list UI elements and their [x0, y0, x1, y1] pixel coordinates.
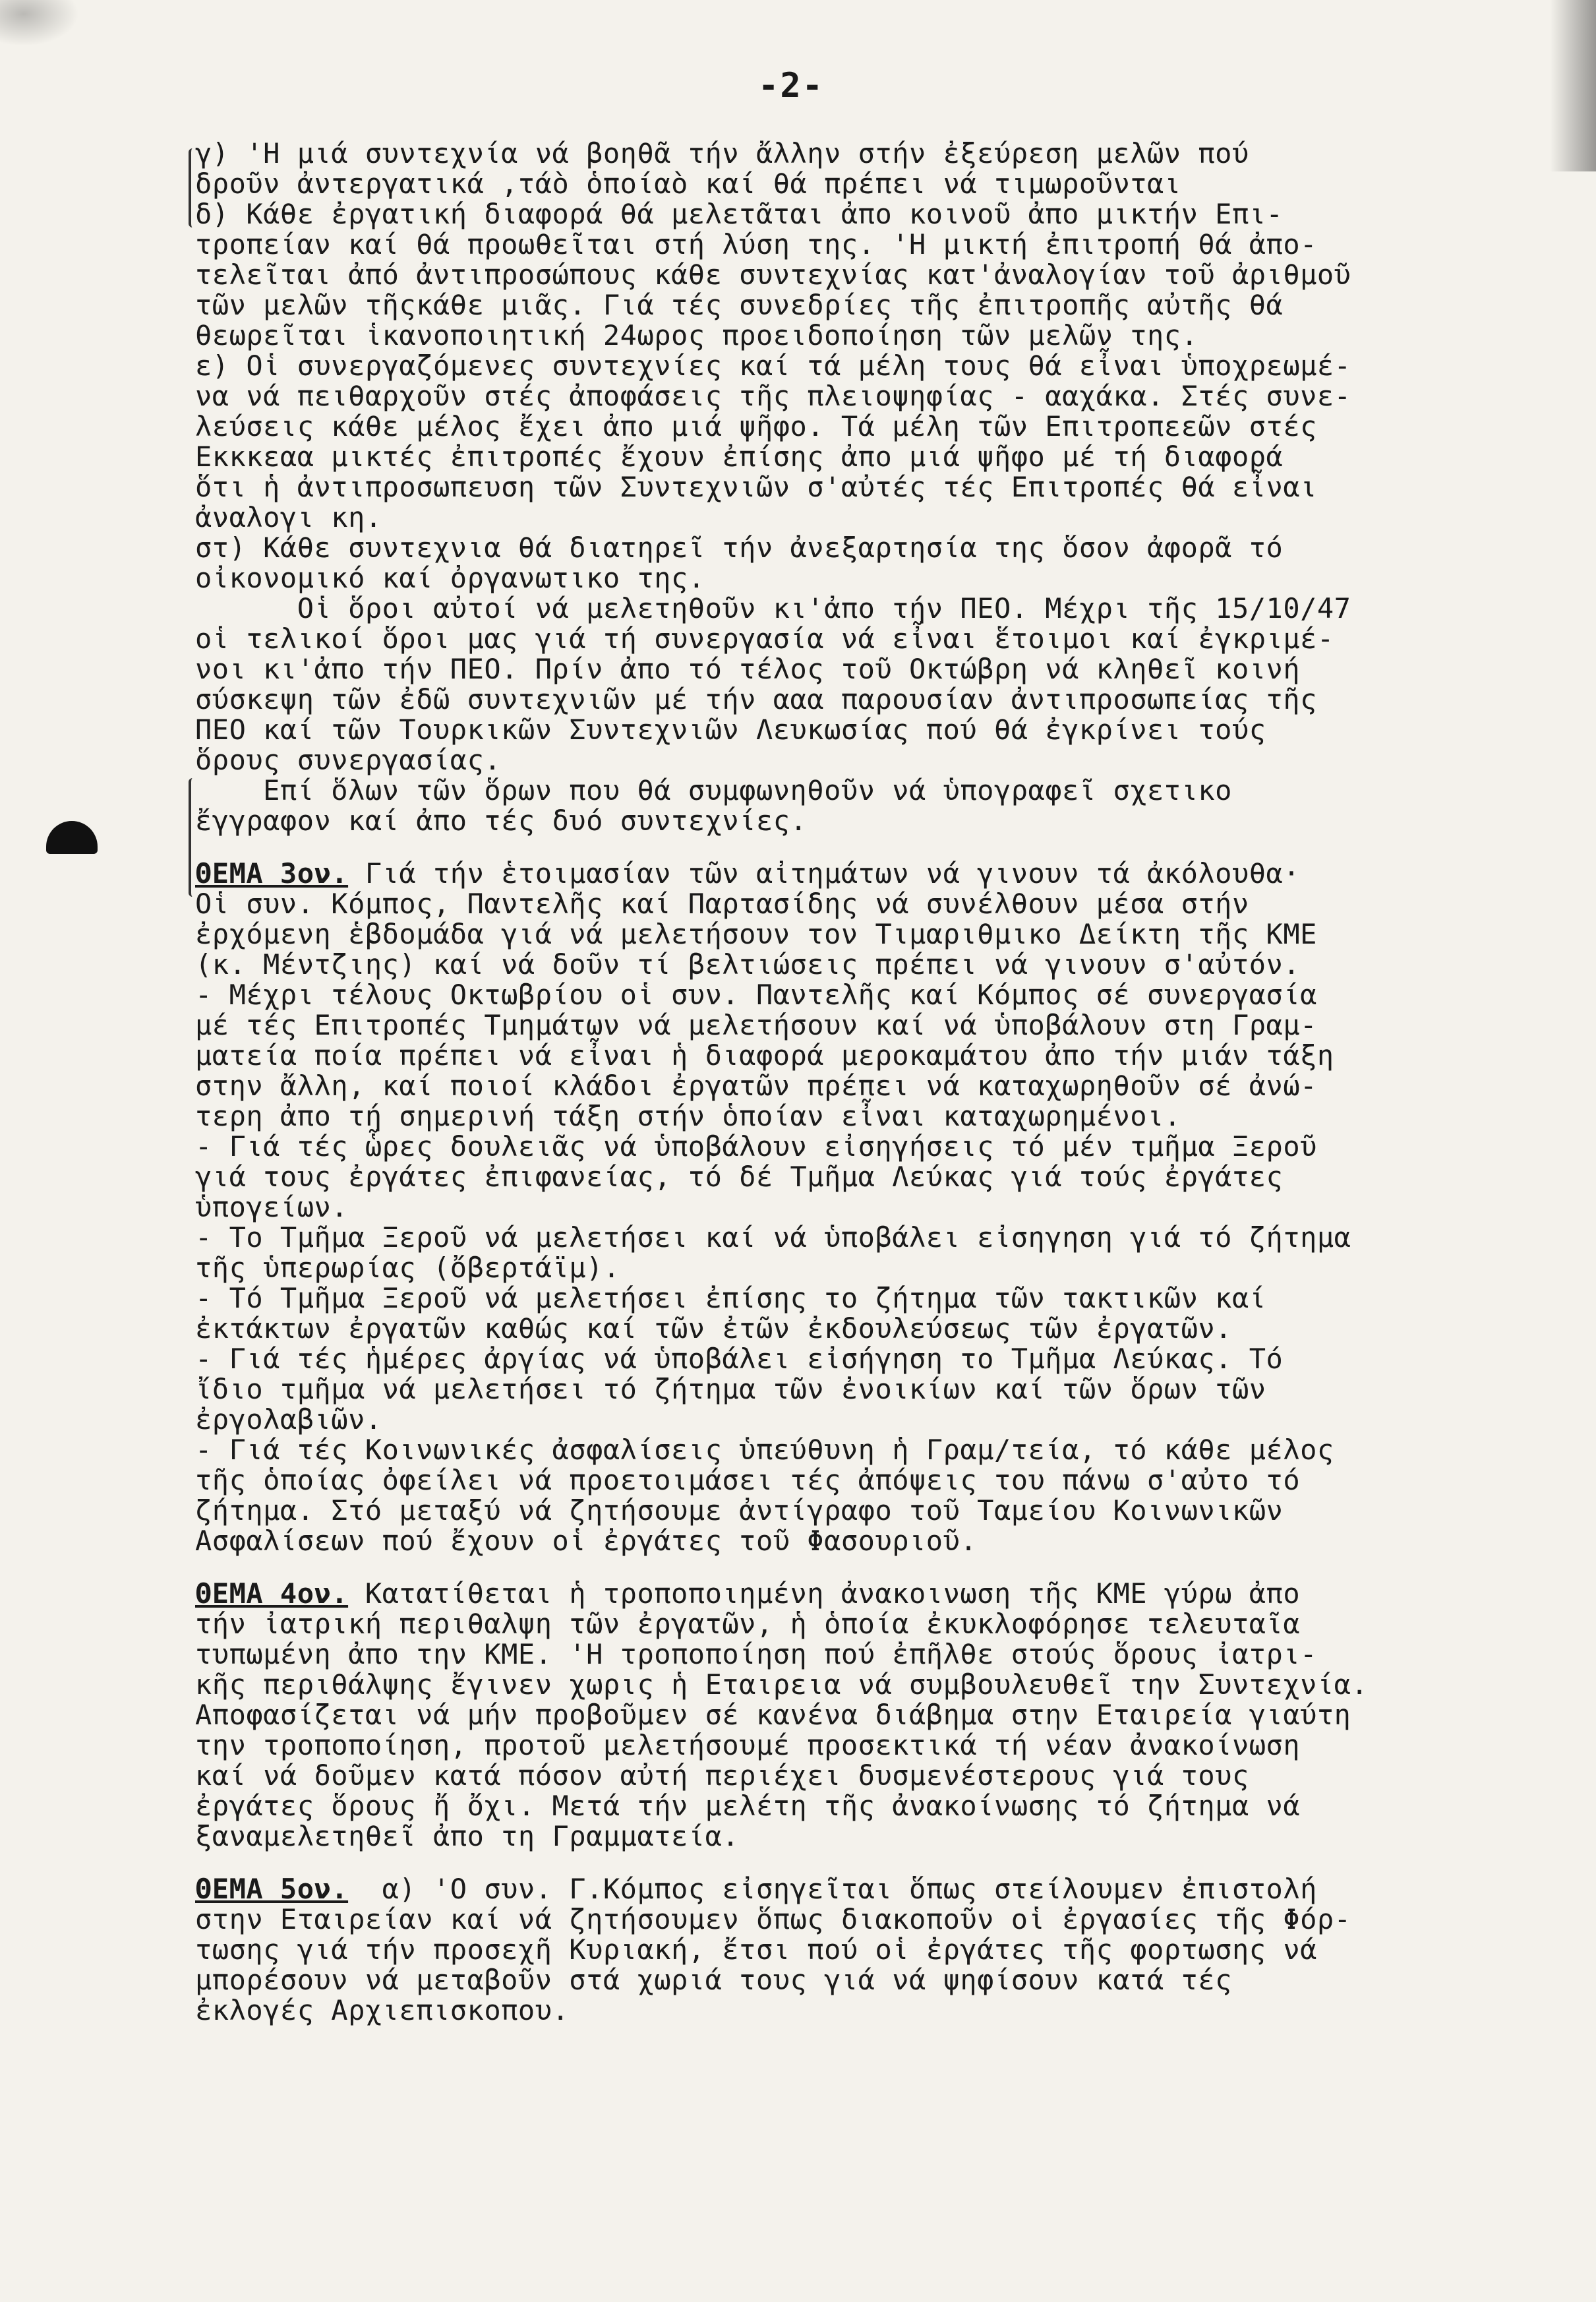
section-first-text: Κατατίθεται ἡ τροποποιημένη ἀνακοινωση τῆς ΚΜΕ γύρω ἀπο	[348, 1577, 1301, 1610]
text-line: ἀναλογι κη.	[195, 501, 382, 533]
text-line: στην Εταιρείαν καί νά ζητήσουμεν ὅπως διακοποῦν οἱ ἐργασίες τῆς Φόρ-	[195, 1903, 1351, 1935]
scan-stain	[0, 0, 79, 46]
text-line: τῆς ὁποίας ὀφείλει νά προετοιμάσει τές ἀπόψεις του πάνω σ'αὐτο τό	[195, 1464, 1301, 1496]
text-line: ἴδιο τμῆμα νά μελετήσει τό ζήτημα τῶν ἐνοικίων καί τῶν ὅρων τῶν	[195, 1373, 1266, 1405]
page-number: -2-	[758, 66, 824, 106]
section-first-text: Γιά τήν ἑτοιμασίαν τῶν αἰτημάτων νά γινουν τά ἀκόλουθα·	[348, 857, 1301, 890]
text-line: τροπείαν καί θά προωθεῖται στή λύση της. 'Η μικτή ἐπιτροπή θά ἀπο-	[195, 228, 1317, 260]
text-line: - Γιά τές Κοινωνικές ἀσφαλίσεις ὑπεύθυνη ἡ Γραμ/τεία, τό κάθε μέλος	[195, 1434, 1334, 1466]
text-line: σύσκεψη τῶν ἐδῶ συντεχνιῶν μέ τήν ααα παρουσίαν ἀντιπροσωπείας τῆς	[195, 683, 1317, 715]
punch-hole-mark	[46, 821, 98, 854]
text-line: τήν ἰατρική περιθαλψη τῶν ἐργατῶν, ἡ ὁποία ἐκυκλοφόρησε τελευταῖα	[195, 1608, 1301, 1640]
text-line: ξαναμελετηθεῖ ἀπο τη Γραμματεία.	[195, 1820, 740, 1852]
text-line: - Τό Τμῆμα Ξεροῦ νά μελετήσει ἐπίσης το ζήτημα τῶν τακτικῶν καί	[195, 1282, 1266, 1314]
text-line: ζήτημα. Στό μεταξύ νά ζητήσουμε ἀντίγραφο τοῦ Ταμείου Κοινωνικῶν	[195, 1494, 1284, 1527]
text-line: οἰκονομικό καί ὀργανωτικο της.	[195, 562, 705, 594]
text-line: τῶν μελῶν τῆςκάθε μιᾶς. Γιά τές συνεδρίες τῆς ἐπιτροπῆς αὐτῆς θά	[195, 289, 1284, 321]
text-line: μπορέσουν νά μεταβοῦν στά χωριά τους γιά νά ψηφίσουν κατά τές	[195, 1964, 1232, 1996]
text-line: ΠΕΟ καί τῶν Τουρκικῶν Συντεχνιῶν Λευκωσίας πού θά ἐγκρίνει τούς	[195, 713, 1266, 746]
text-line: Οἱ ὅροι αὐτοί νά μελετηθοῦν κι'ἀπο τήν ΠΕΟ. Μέχρι τῆς 15/10/47	[195, 592, 1351, 624]
text-line: ἐργάτες ὅρους ἤ ὄχι. Μετά τήν μελέτη τῆς ἀνακοίνωσης τό ζήτημα νά	[195, 1790, 1301, 1822]
text-line: νοι κι'ἀπο τήν ΠΕΟ. Πρίν ἀπο τό τέλος τοῦ Οκτώβρη νά κληθεῖ κοινή	[195, 653, 1301, 685]
text-line: ἐρχόμενη ἑβδομάδα γιά νά μελετήσουν τον Τιμαριθμικο Δείκτη τῆς ΚΜΕ	[195, 918, 1317, 950]
text-line: Εκκκεαα μικτές ἐπιτροπές ἔχουν ἐπίσης ἀπο μιά ψῆφο μέ τή διαφορά	[195, 440, 1284, 473]
section-heading: ΘΕΜΑ 3ον.	[195, 857, 349, 890]
section-heading: ΘΕΜΑ 4ον.	[195, 1577, 349, 1610]
text-line: - Μέχρι τέλους Οκτωβρίου οἱ συν. Παντελῆς καί Κόμπος σέ συνεργασία	[195, 979, 1317, 1011]
text-line: ὅτι ἡ ἀντιπροσωπευση τῶν Συντεχνιῶν σ'αὐτές τές Επιτροπές θά εἶναι	[195, 471, 1317, 503]
section-gap	[195, 1852, 1560, 1874]
text-line: Ασφαλίσεων πού ἔχουν οἱ ἐργάτες τοῦ Φασουριοῦ.	[195, 1525, 978, 1557]
text-line: στ) Κάθε συντεχνια θά διατηρεῖ τήν ἀνεξαρτησία της ὅσον ἀφορᾶ τό	[195, 531, 1284, 564]
text-line: τελεῖται ἀπό ἀντιπροσώπους κάθε συντεχνίας κατ'ἀναλογίαν τοῦ ἀριθμοῦ	[195, 258, 1351, 291]
text-line: ὑπογείων.	[195, 1191, 349, 1223]
text-line: οἱ τελικοί ὅροι μας γιά τή συνεργασία νά εἶναι ἕτοιμοι καί ἐγκριμέ-	[195, 622, 1334, 655]
text-line: ε) Οἱ συνεργαζόμενες συντεχνίες καί τά μέλη τους θά εἶναι ὑποχρεωμέ-	[195, 349, 1351, 382]
section-gap	[195, 1556, 1560, 1579]
text-line: ἐκτάκτων ἐργατῶν καθώς καί τῶν ἐτῶν ἐκδουλεύσεως τῶν ἐργατῶν.	[195, 1312, 1232, 1345]
text-line: δ) Κάθε ἐργατική διαφορά θά μελετᾶται ἀπο κοινοῦ ἀπο μικτήν Επι-	[195, 198, 1284, 230]
text-line: τερη ἀπο τή σημερινή τάξη στήν ὁποίαν εἶναι καταχωρημένοι.	[195, 1100, 1181, 1132]
text-line: Αποφασίζεται νά μήν προβοῦμεν σέ κανένα διάβημα στην Εταιρεία γιαύτη	[195, 1699, 1351, 1731]
text-line: γ) 'Η μιά συντεχνία νά βοηθᾶ τήν ἄλλην στήν ἐξεύρεση μελῶν πού	[195, 137, 1249, 169]
text-line: δροῦν ἀντεργατικά ,τάὸ ὁποίαὸ καί θά πρέπει νά τιμωροῦνται	[195, 167, 1181, 200]
text-line: Επί ὅλων τῶν ὅρων που θά συμφωνηθοῦν νά ὑπογραφεῖ σχετικο	[195, 774, 1232, 806]
text-line: λεύσεις κάθε μέλος ἔχει ἀπο μιά ψῆφο. Τά μέλη τῶν Επιτροπεεῶν στές	[195, 410, 1317, 442]
text-line: στην ἄλλη, καί ποιοί κλάδοι ἐργατῶν πρέπει νά καταχωρηθοῦν σέ ἀνώ-	[195, 1070, 1317, 1102]
text-line: θεωρεῖται ἱκανοποιητική 24ωρος προειδοποίηση τῶν μελῶν της.	[195, 319, 1198, 351]
section-first-line	[195, 1874, 1560, 1904]
text-line: - Το Τμῆμα Ξεροῦ νά μελετήσει καί νά ὑποβάλει εἰσηγηση γιά τό ζήτημα	[195, 1221, 1351, 1254]
text-line: κῆς περιθάλψης ἔγινεν χωρις ἡ Εταιρεια νά συμβουλευθεῖ την Συντεχνία.	[195, 1668, 1369, 1701]
text-line: την τροποποίηση, προτοῦ μελετήσουμέ προσεκτικά τή νέαν ἀνακοίνωση	[195, 1729, 1301, 1761]
text-line: (κ. Μέντζιης) καί νά δοῦν τί βελτιώσεις πρέπει νά γινουν σ'αὐτόν.	[195, 948, 1301, 981]
text-line: ὅρους συνεργασίας.	[195, 744, 502, 776]
text-line: ματεία ποία πρέπει νά εἶναι ἡ διαφορά μεροκαμάτου ἀπο τήν μιάν τάξη	[195, 1039, 1334, 1072]
text-line: να νά πειθαρχοῦν στές ἀποφάσεις τῆς πλειοψηφίας - ααχάκα. Στές συνε-	[195, 380, 1351, 412]
text-line: ἔγγραφον καί ἀπο τές δυό συντεχνίες.	[195, 804, 808, 837]
section-first-line	[195, 1579, 1560, 1609]
section-first-line	[195, 859, 1560, 889]
text-line: Οἱ συν. Κόμπος, Παντελῆς καί Παρτασίδης νά συνέλθουν μέσα στήν	[195, 888, 1249, 920]
text-line: γιά τους ἐργάτες ἐπιφανείας, τό δέ Τμῆμα Λεύκας γιά τούς ἐργάτες	[195, 1161, 1284, 1193]
text-line: τυπωμένη ἀπο την ΚΜΕ. 'Η τροποποίηση πού ἐπῆλθε στούς ὅρους ἰατρι-	[195, 1638, 1317, 1670]
section-first-text: α) 'Ο συν. Γ.Κόμπος εἰσηγεῖται ὅπως στείλουμεν ἐπιστολή	[348, 1873, 1317, 1905]
text-line: καί νά δοῦμεν κατά πόσον αὐτή περιέχει δυσμενέστερους γιά τους	[195, 1759, 1249, 1792]
document-body	[195, 138, 1560, 2026]
text-line: - Γιά τές ὧρες δουλειᾶς νά ὑποβάλουν εἰσηγήσεις τό μέν τμῆμα Ξεροῦ	[195, 1130, 1317, 1163]
section-gap	[195, 836, 1560, 859]
section-heading: ΘΕΜΑ 5ον.	[195, 1873, 349, 1905]
text-line: τῆς ὑπερωρίας (ὄβερτάϊμ).	[195, 1252, 620, 1284]
text-line: ἐκλογές Αρχιεπισκοπου.	[195, 1994, 570, 2026]
text-line: - Γιά τές ἡμέρες ἀργίας νά ὑποβάλει εἰσήγηση το Τμῆμα Λεύκας. Τό	[195, 1343, 1284, 1375]
text-line: ἐργολαβιῶν.	[195, 1403, 382, 1436]
text-line: τωσης γιά τήν προσεχῆ Κυριακή, ἔτσι πού οἱ ἐργάτες τῆς φορτωσης νά	[195, 1933, 1317, 1966]
text-line: μέ τές Επιτροπές Τμημάτων νά μελετήσουν καί νά ὑποβάλουν στη Γραμ-	[195, 1009, 1317, 1041]
